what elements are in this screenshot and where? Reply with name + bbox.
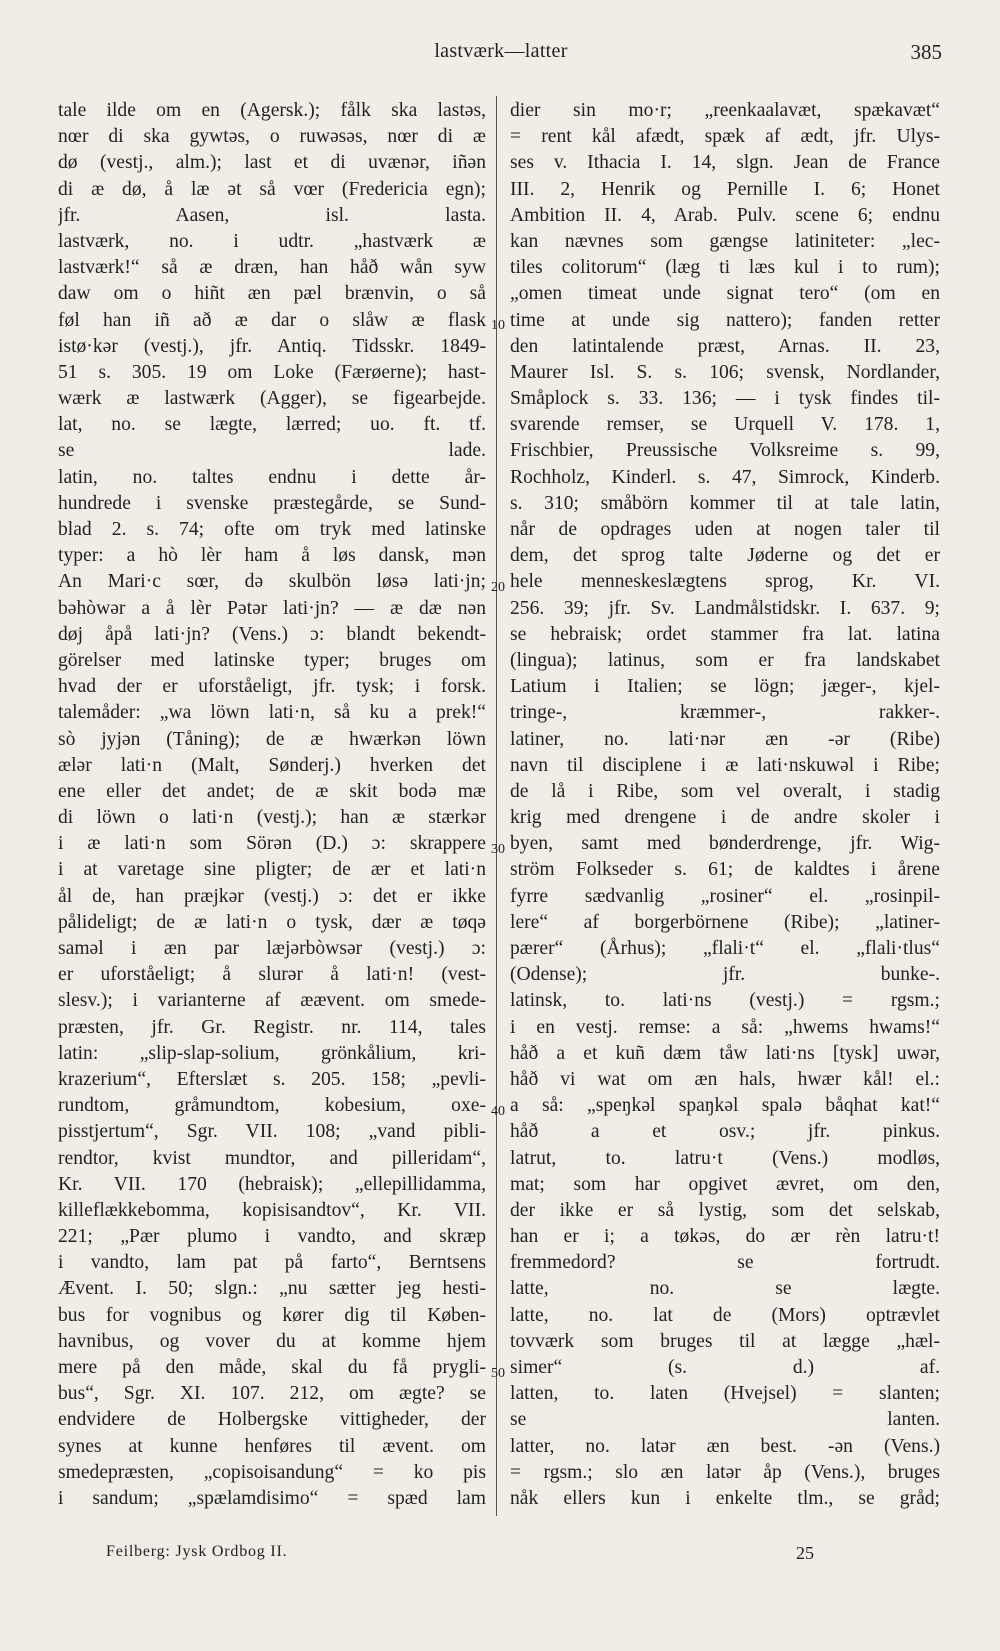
right-column-line: byen, samt med bønderdrenge, jfr. Wig- (510, 833, 940, 855)
left-column-line: smedepræsten, „copisoisandung“ = ko pis (58, 1461, 486, 1483)
left-column-line: rendtor, kvist mundtor, and pilleridam“, (58, 1147, 486, 1169)
right-column-line: III. 2, Henrik og Pernille I. 6; Honet (510, 178, 940, 200)
left-column-line: 51 s. 305. 19 om Loke (Færøerne); hast- (58, 361, 486, 383)
left-column-line: døj åpå lati·jn? (Vens.) ɔ: blandt bekendt- (58, 623, 486, 645)
left-column-line: i at varetage sine pligter; de ær et lati·n (58, 859, 486, 881)
left-column-line: tale ilde om en (Agersk.); fålk ska lastəs, (58, 100, 486, 121)
left-column-line: er uforståeligt; å slurər å lati·n! (vest- (58, 964, 486, 986)
left-column-line: lastværk, no. i udtr. „hastværk æ (58, 230, 486, 252)
right-column-line: latinsk, to. lati·ns (vestj.) = rgsm.; (510, 990, 940, 1012)
left-column-line: blad 2. s. 74; ofte om tryk med latinske (58, 519, 486, 540)
right-column-line: Småplock s. 33. 136; — i tysk findes til- (510, 388, 940, 410)
left-column-line: sò jyjən (Tåning); de æ hwærkən löwn (58, 728, 486, 750)
printer-signature: Feilberg: Jysk Ordbog II. (106, 1543, 288, 1560)
right-column-line: latte, no. lat de (Mors) optrævlet (510, 1304, 940, 1326)
right-column-line: se hebraisk; ordet stammer fra lat. latina (510, 623, 940, 645)
right-column-line: Latium i Italien; se lögn; jæger-, kjel- (510, 676, 940, 698)
page-number: 385 (910, 40, 942, 64)
right-column-line: der ikke er så lystig, som det selskab, (510, 1199, 940, 1221)
left-column-line: føl han iñ að æ dar o slåw æ flask (58, 309, 486, 331)
left-column-line: ål de, han præjkər (vestj.) ɔ: det er ikke (58, 885, 486, 907)
left-column-line: ælər lati·n (Malt, Sønderj.) hverken det (58, 754, 486, 776)
left-column-line: wærk æ lastwærk (Agger), se figearbejde. (58, 388, 486, 410)
left-column-line: görelser med latinske typer; bruges om (58, 649, 486, 671)
column-divider (496, 96, 497, 1516)
right-column-line: fremmedord? se fortrudt. (510, 1252, 940, 1274)
left-column-line: havnibus, og vover du at komme hjem (58, 1330, 486, 1352)
left-column-line: Kr. VII. 170 (hebraisk); „ellepillidamma, (58, 1173, 486, 1195)
left-column-line: di löwn o lati·n (vestj.); han æ stærkər (58, 807, 486, 829)
right-column-line: håð a et osv.; jfr. pinkus. (510, 1121, 940, 1143)
left-column-line: nœr di ska gywtəs, o ruwəsəs, nœr di æ (58, 126, 486, 148)
right-column-line: håð vi wat om æn hals, hwær kål! el.: (510, 1068, 940, 1090)
right-column-line: mat; som har opgivet ævret, om den, (510, 1173, 940, 1195)
left-column-line: præsten, jfr. Gr. Registr. nr. 114, tales (58, 1016, 486, 1038)
right-column-line: den latintalende præst, Arnas. II. 23, (510, 335, 940, 357)
right-column-line: dem, det sprog talte Jøderne og det er (510, 545, 940, 567)
left-column-line: Ævent. I. 50; slgn.: „nu sætter jeg hesti- (58, 1278, 486, 1300)
left-column-line: dø (vestj., alm.); last et di uvænər, iñən (58, 152, 486, 174)
left-column-line: bus“, Sgr. XI. 107. 212, om ægte? se (58, 1383, 486, 1405)
line-number-20: 20 (491, 580, 505, 595)
right-column-line: s. 310; småbörn kommer til at tale latin, (510, 492, 940, 514)
right-column-line: tiles colitorum“ (læg ti læs kul i to rum); (510, 257, 940, 279)
left-column-line: latin, no. taltes endnu i dette år- (58, 466, 486, 488)
left-column-line: 221; „Pær plumo i vandto, and skræp (58, 1226, 486, 1248)
right-column-line: hele menneskeslægtens sprog, Kr. VI. (510, 571, 940, 593)
right-column-line: Frischbier, Preussische Volksreime s. 99, (510, 440, 940, 462)
right-column-line: ses v. Ithacia I. 14, slgn. Jean de France (510, 152, 940, 174)
left-column-line: synes at kunne henføres til ævent. om (58, 1435, 486, 1457)
right-column-line: krig med drengene i de andre skoler i (510, 807, 940, 829)
left-column-line: typer: a hò lèr ham å løs dansk, mən (58, 545, 486, 567)
right-column-line: fyrre sædvanlig „rosiner“ el. „rosinpil- (510, 885, 940, 907)
left-column-line: istø·kər (vestj.), jfr. Antiq. Tidsskr. 1849- (58, 335, 486, 357)
left-column-line: saməl i æn par læjərbòwsər (vestj.) ɔ: (58, 938, 486, 959)
right-column-line: simer“ (s. d.) af. (510, 1357, 940, 1378)
right-column-line: latiner, no. lati·nər æn -ər (Ribe) (510, 728, 940, 750)
right-column-line: a så: „speŋkəl spaŋkəl spalə båqhat kat!“ (510, 1095, 940, 1117)
right-column-line: latten, to. laten (Hvejsel) = slanten; (510, 1383, 940, 1405)
right-column-line: navn til disciplene i æ lati·nskuwəl i Ribe; (510, 754, 940, 776)
left-column-line: lastværk!“ så æ dræn, han håð wån syw (58, 257, 486, 279)
left-column-line: i vandto, lam pat på farto“, Berntsens (58, 1252, 486, 1274)
right-column-line: time at unde sig nattero); fanden retter (510, 309, 940, 331)
right-column-line: kan nævnes som gængse latiniteter: „lec- (510, 230, 940, 252)
left-column-line: slesv.); i varianterne af æævent. om smede- (58, 990, 486, 1012)
left-column-line: pålideligt; de æ lati·n o tysk, dær æ tøqə (58, 911, 486, 933)
right-column-line: pærer“ (Århus); „flali·t“ el. „flali·tlus“ (510, 938, 940, 959)
left-column-line: i æ lati·n som Sörən (D.) ɔ: skrappere (58, 833, 486, 855)
line-number-10: 10 (491, 318, 505, 333)
line-number-50: 50 (491, 1366, 505, 1381)
left-column-line: daw om o hiñt æn pæl brænvin, o så (58, 283, 486, 305)
left-column (58, 98, 486, 1512)
right-column-line: lere“ af borgerbörnene (Ribe); „latiner- (510, 911, 940, 933)
right-column-line: i en vestj. remse: a så: „hwems hwams!“ (510, 1016, 940, 1038)
right-column-line: se lanten. (510, 1409, 940, 1431)
left-column-line: talemåder: „wa löwn lati·n, så ku a prek!“ (58, 702, 486, 724)
left-column-line: jfr. Aasen, isl. lasta. (58, 204, 486, 226)
left-column-line: pisstjertum“, Sgr. VII. 108; „vand pibli- (58, 1121, 486, 1143)
right-column (510, 98, 940, 1512)
right-column-line: tringe-, kræmmer-, rakker-. (510, 702, 940, 724)
left-column-line: killeflækkebomma, kopisisandtov“, Kr. VII. (58, 1199, 486, 1221)
right-column-line: (lingua); latinus, som er fra landskabet (510, 649, 940, 671)
right-column-line: de lå i Ribe, som vel overalt, i stadig (510, 780, 940, 802)
right-column-line: når de opdrages uden at nogen taler til (510, 519, 940, 540)
right-column-line: (Odense); jfr. bunke-. (510, 964, 940, 986)
left-column-line: i sandum; „spælamdisimo“ = spæd lam (58, 1487, 486, 1509)
right-column-line: håð a et kuñ dæm tåw lati·ns [tysk] uwər, (510, 1042, 940, 1064)
right-column-line: „omen timeat unde signat tero“ (om en (510, 283, 940, 305)
left-column-line: di æ dø, å læ ət så vœr (Fredericia egn); (58, 178, 486, 200)
right-column-line: dier sin mo·r; „reenkaalavæt, spækavæt“ (510, 100, 940, 121)
right-column-line: svarende remser, se Urquell V. 178. 1, (510, 414, 940, 436)
right-column-line: latte, no. se lægte. (510, 1278, 940, 1300)
running-head: lastværk—latter (434, 40, 568, 62)
left-column-line: endvidere de Holbergske vittigheder, der (58, 1409, 486, 1431)
line-number-40: 40 (491, 1104, 505, 1119)
right-column-line: latter, no. latər æn best. -ən (Vens.) (510, 1435, 940, 1457)
left-column-line: bus for vognibus og kører dig til Køben- (58, 1304, 486, 1326)
left-column-line: ene eller det andet; de æ skit bodə mæ (58, 780, 486, 802)
left-column-line: mere på den måde, skal du få prygli- (58, 1357, 486, 1378)
right-column-line: latrut, to. latru·t (Vens.) modløs, (510, 1147, 940, 1169)
left-column-line: krazerium“, Efterslæt s. 205. 158; „pevli- (58, 1068, 486, 1090)
left-column-line: rundtom, gråmundtom, kobesium, oxe- (58, 1095, 486, 1117)
right-column-line: Maurer Isl. S. s. 106; svensk, Nordlander, (510, 361, 940, 383)
left-column-line: An Mari·c sœr, də skulbön løsə lati·jn; (58, 571, 486, 593)
left-column-line: hundrede i svenske præstegårde, se Sund- (58, 492, 486, 514)
right-column-line: han er i; a tøkəs, do ær rèn latru·t! (510, 1226, 940, 1248)
page-header (60, 40, 942, 74)
sheet-number: 25 (796, 1543, 814, 1563)
left-column-line: hvad der er uforståeligt, jfr. tysk; i forsk. (58, 676, 486, 698)
right-column-line: = rgsm.; slo æn latər åp (Vens.), bruges (510, 1461, 940, 1483)
right-column-line: tovværk som bruges til at lægge „hæl- (510, 1330, 940, 1352)
line-number-30: 30 (491, 842, 505, 857)
right-column-line: Rochholz, Kinderl. s. 47, Simrock, Kinderb. (510, 466, 940, 488)
right-column-line: nåk ellers kun i enkelte tlm., se gråd; (510, 1487, 940, 1509)
right-column-line: ström Folkseder s. 61; de kaldtes i årene (510, 859, 940, 881)
right-column-line: 256. 39; jfr. Sv. Landmålstidskr. I. 637. 9; (510, 597, 940, 619)
right-column-line: Ambition II. 4, Arab. Pulv. scene 6; endnu (510, 204, 940, 226)
left-column-line: se lade. (58, 440, 486, 462)
left-column-line: latin: „slip-slap-solium, grönkålium, kri- (58, 1042, 486, 1064)
right-column-line: = rent kål afædt, spæk af ædt, jfr. Ulys- (510, 126, 940, 148)
left-column-line: lat, no. se lægte, lærred; uo. ft. tf. (58, 414, 486, 436)
left-column-line: bəhòwər a å lèr Pətər lati·jn? — æ dæ nən (58, 597, 486, 619)
